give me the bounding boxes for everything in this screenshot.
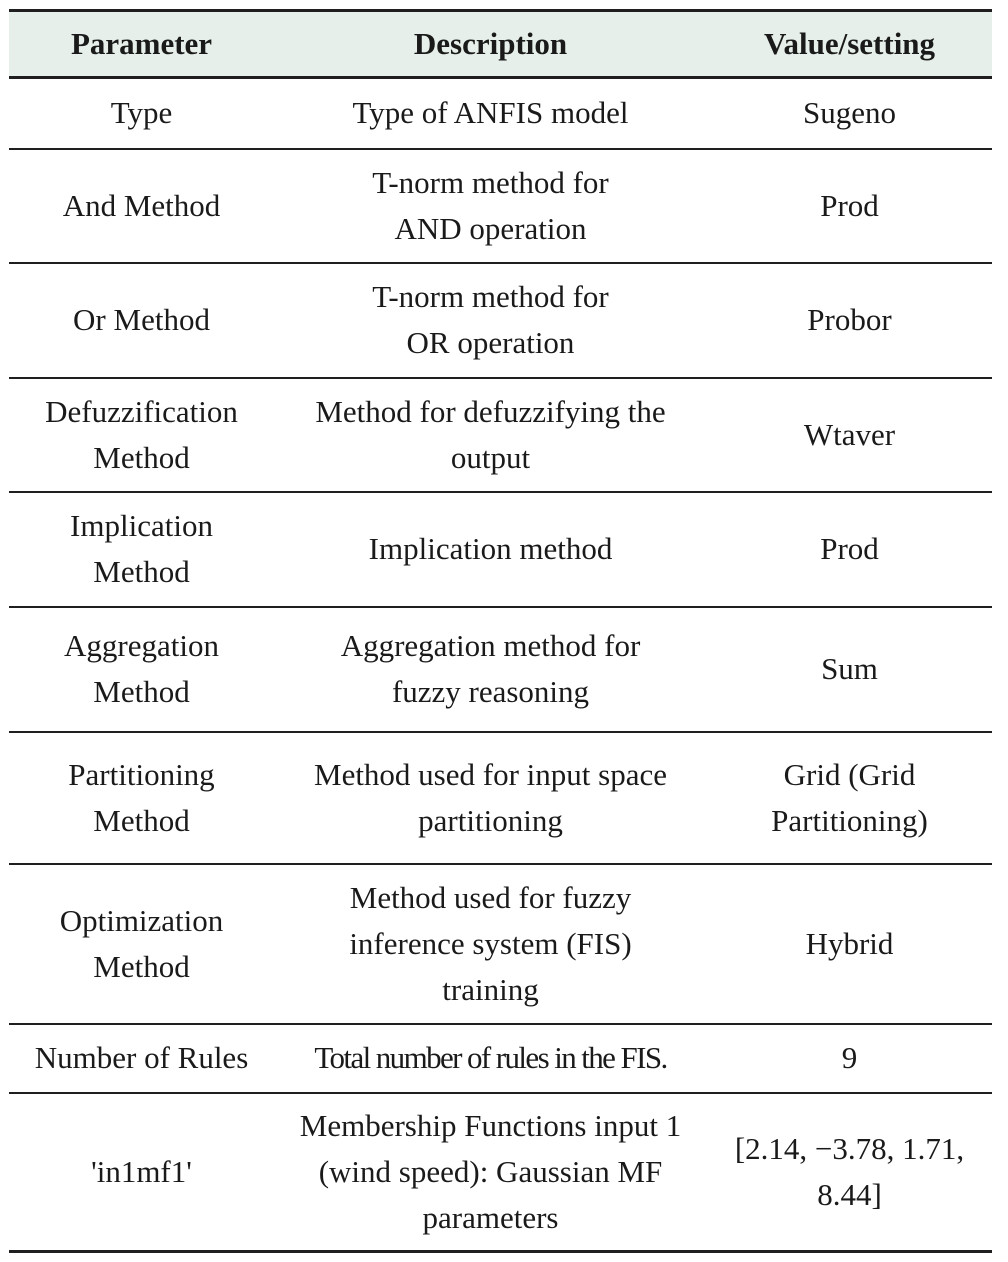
cell-parameter: Aggregation Method xyxy=(9,607,274,732)
cell-parameter: 'in1mf1' xyxy=(9,1093,274,1252)
anfis-parameter-table-container xyxy=(9,9,992,1253)
cell-value: Wtaver xyxy=(707,378,992,492)
cell-parameter: Or Method xyxy=(9,263,274,378)
cell-description: T-norm method for AND operation xyxy=(274,149,707,263)
cell-value: Sum xyxy=(707,607,992,732)
table-row xyxy=(9,149,992,263)
cell-description: Total number of rules in the FIS. xyxy=(274,1024,707,1093)
table-row xyxy=(9,378,992,492)
cell-value: Sugeno xyxy=(707,78,992,149)
table-row xyxy=(9,263,992,378)
table-row xyxy=(9,1093,992,1252)
table-row xyxy=(9,607,992,732)
cell-parameter: Optimization Method xyxy=(9,864,274,1024)
cell-value: [2.14, −3.78, 1.71, 8.44] xyxy=(707,1093,992,1252)
cell-parameter: Type xyxy=(9,78,274,149)
cell-description: Method used for fuzzy inference system (FIS) training xyxy=(274,864,707,1024)
cell-parameter: Partitioning Method xyxy=(9,732,274,864)
cell-value: Grid (Grid Partitioning) xyxy=(707,732,992,864)
cell-description: Aggregation method for fuzzy reasoning xyxy=(274,607,707,732)
anfis-parameter-table xyxy=(9,9,992,1253)
cell-description: Membership Functions input 1 (wind speed): Gaussian MF parameters xyxy=(274,1093,707,1252)
cell-description: Implication method xyxy=(274,492,707,607)
cell-value: Prod xyxy=(707,149,992,263)
cell-value: 9 xyxy=(707,1024,992,1093)
table-body xyxy=(9,78,992,1252)
table-row xyxy=(9,78,992,149)
cell-parameter: And Method xyxy=(9,149,274,263)
cell-description: Type of ANFIS model xyxy=(274,78,707,149)
cell-parameter: Defuzzification Method xyxy=(9,378,274,492)
table-row xyxy=(9,864,992,1024)
header-description: Description xyxy=(274,11,707,78)
table-row xyxy=(9,732,992,864)
cell-value: Prod xyxy=(707,492,992,607)
table-row xyxy=(9,492,992,607)
cell-description: T-norm method for OR operation xyxy=(274,263,707,378)
cell-parameter: Number of Rules xyxy=(9,1024,274,1093)
cell-parameter: Implication Method xyxy=(9,492,274,607)
table-header xyxy=(9,11,992,78)
header-parameter: Parameter xyxy=(9,11,274,78)
cell-description: Method for defuzzifying the output xyxy=(274,378,707,492)
header-row xyxy=(9,11,992,78)
cell-value: Hybrid xyxy=(707,864,992,1024)
cell-value: Probor xyxy=(707,263,992,378)
table-row xyxy=(9,1024,992,1093)
header-value-setting: Value/setting xyxy=(707,11,992,78)
cell-description: Method used for input space partitioning xyxy=(274,732,707,864)
